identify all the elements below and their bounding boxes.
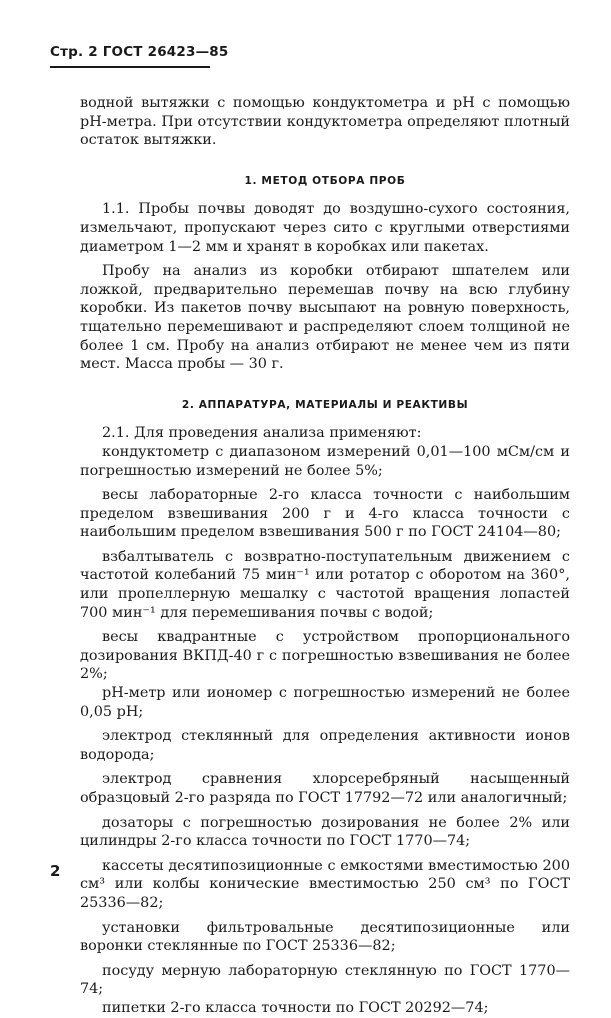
list-item-filter-units: установки фильтровальные десятипозиционные или воронки стеклянные по ГОСТ 25336—82; <box>80 919 570 955</box>
document-body <box>80 94 570 1018</box>
list-item-reference-electrode: электрод сравнения хлорсеребряный насыщенный образцовый 2-го разряда по ГОСТ 17792—72 или аналогичный; <box>80 771 570 806</box>
section-1-title: 1. МЕТОД ОТБОРА ПРОБ <box>244 174 406 187</box>
paragraph-1-1: 1.1. Пробы почвы доводят до воздушно-сухого состояния, измельчают, пропускают через сито с круглыми отверстиями диаметром 1—2 мм и хранят в коробках или пакетах. <box>80 201 570 255</box>
list-item-shaker: взбалтыватель с возвратно-поступательным движением с частотой колебаний 75 мин⁻¹ или ротатор с оборотом на 360°, или пропеллерную мешалку с частотой вращения лопастей 700 мин⁻¹ для перемешивания почвы с водой; <box>80 548 570 621</box>
list-item-ph-meter: pH-метр или иономер с погрешностью измерений не более 0,05 pH; <box>80 685 570 720</box>
section-2-title: 2. АППАРАТУРА, МАТЕРИАЛЫ И РЕАКТИВЫ <box>181 398 469 411</box>
header-rule <box>50 66 210 68</box>
list-item-pipettes: пипетки 2-го класса точности по ГОСТ 20292—74; <box>102 999 489 1016</box>
page-number: 2 <box>50 862 61 880</box>
list-item-glass-electrode: электрод стеклянный для определения активности ионов водорода; <box>80 728 570 763</box>
list-item-glassware: посуду мерную лабораторную стеклянную по ГОСТ 1770—74; <box>80 962 570 998</box>
list-item-quadrant-scales: весы квадрантные с устройством пропорционального дозирования ВКПД-40 г с погрешностью взвешивания не более 2%; <box>80 629 570 683</box>
list-item-conductometer: кондуктометр с диапазоном измерений 0,01—100 мСм/см и погрешностью измерений не более 5%; <box>80 443 570 479</box>
intro-paragraph: водной вытяжки с помощью кондуктометра и pH с помощью pH-метра. При отсутствии кондуктометра определяют плотный остаток вытяжки. <box>80 95 570 149</box>
list-item-scales: весы лабораторные 2-го класса точности с наибольшим пределом взвешивания 200 г и 4-го класса точности с наибольшим пределом взвешивания 500 г по ГОСТ 24104—80; <box>80 487 570 541</box>
list-item-cassettes: кассеты десятипозиционные с емкостями вместимостью 200 см³ или колбы конические вместимостью 250 см³ по ГОСТ 25336—82; <box>80 857 570 911</box>
paragraph-2-1: 2.1. Для проведения анализа применяют: <box>102 425 422 442</box>
list-item-dispensers: дозаторы с погрешностью дозирования не более 2% или цилиндры 2-го класса точности по ГОСТ 1770—74; <box>80 814 570 850</box>
paragraph-1-2: Пробу на анализ из коробки отбирают шпателем или ложкой, предварительно перемешав почву на всю глубину коробки. Из пакетов почву высыпают на ровную поверхность, тщательно перемешивают и распределяют слоем толщиной не более 1 см. Пробу на анализ отбирают не менее чем из пяти мест. Масса пробы — 30 г. <box>80 263 570 373</box>
page-header: Стр. 2 ГОСТ 26423—85 <box>50 44 229 60</box>
